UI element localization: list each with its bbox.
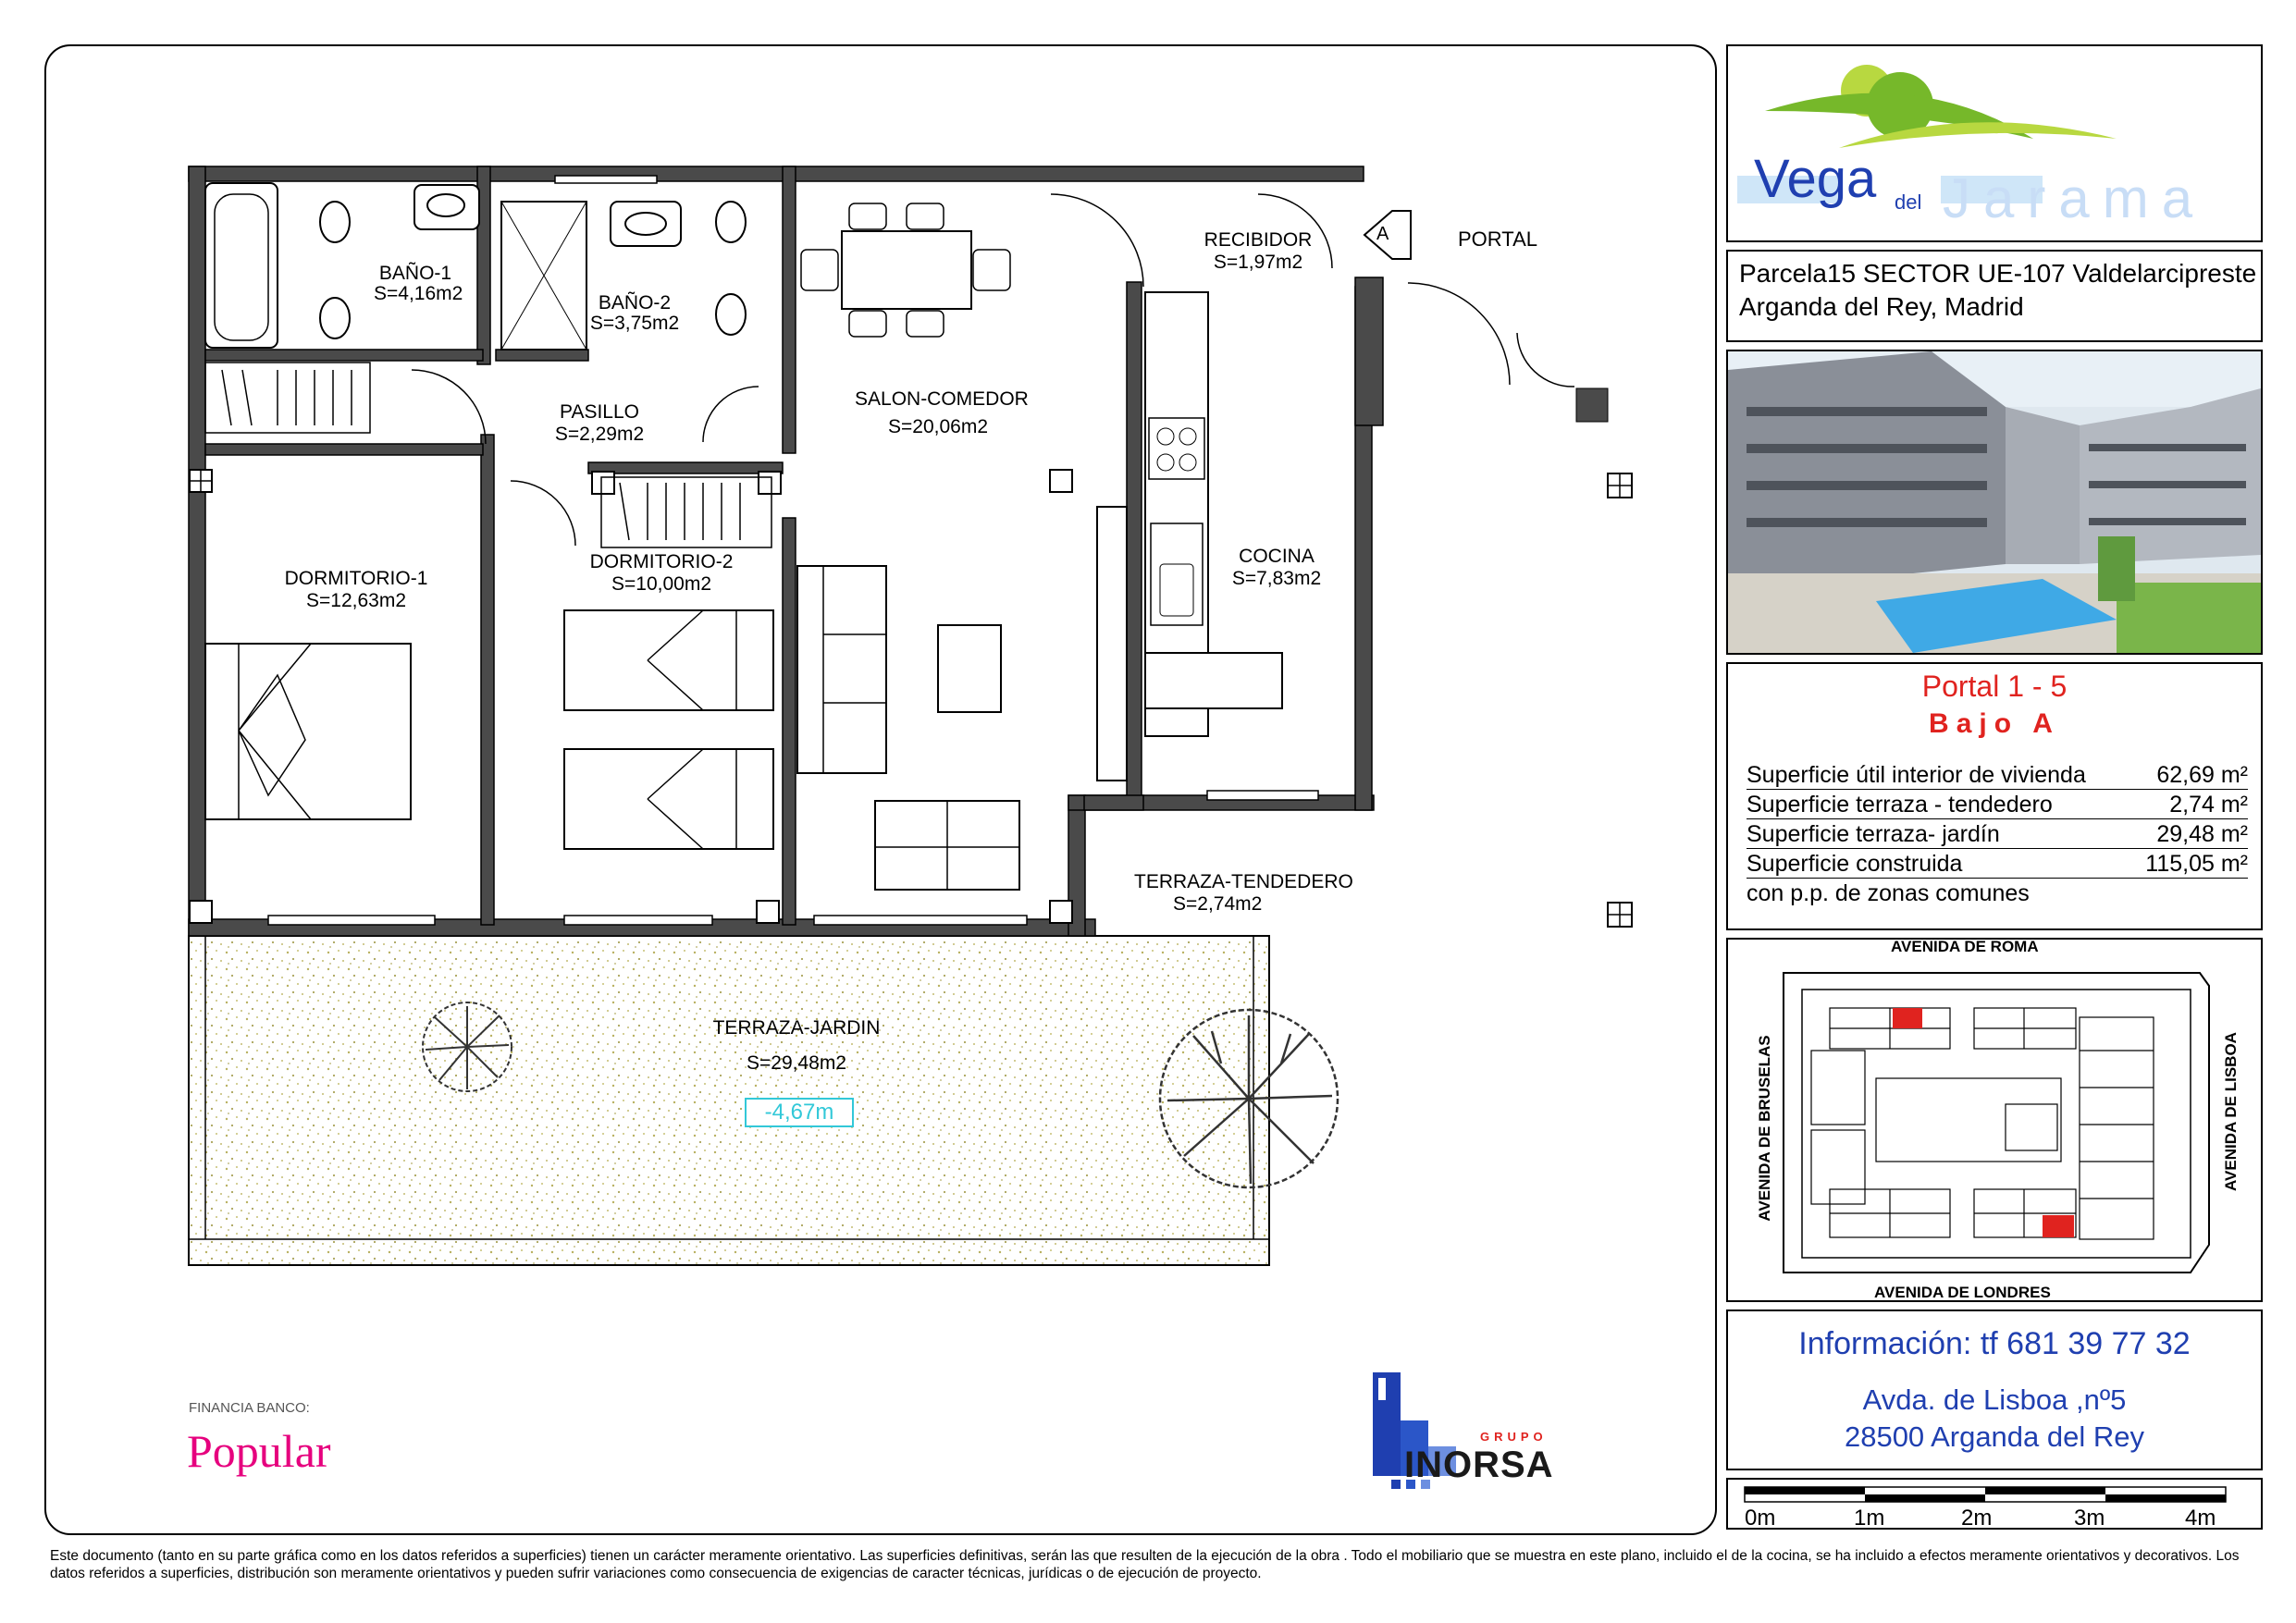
room-dormitorio2 — [583, 551, 740, 596]
room-area: S=4,16m2 — [374, 283, 463, 304]
surface-row — [1747, 851, 2248, 879]
unit-floor: Bajo A — [1929, 708, 2060, 739]
scale-label: 1m — [1854, 1506, 1885, 1531]
garden-area — [189, 936, 1269, 1265]
developer-group: GRUPO — [1480, 1430, 1548, 1444]
brand-part3: Jarama — [1943, 167, 2206, 229]
surface-note — [1747, 880, 2248, 907]
portal-label: PORTAL — [1458, 227, 1537, 251]
room-name: TERRAZA-TENDEDERO — [1134, 871, 1353, 892]
room-area: S=20,06m2 — [888, 416, 988, 437]
room-name: COCINA — [1239, 546, 1315, 567]
room-pasillo — [544, 401, 655, 446]
unit-portal: Portal 1 - 5 — [1921, 670, 2068, 703]
level-tag: -4,67m — [764, 1100, 834, 1125]
building-photo-render — [1728, 351, 2261, 653]
room-name: DORMITORIO-1 — [284, 568, 428, 589]
room-area: S=12,63m2 — [306, 590, 406, 611]
unit-highlight-bottom — [2043, 1215, 2074, 1237]
room-terraza-tendedero — [1134, 871, 1353, 916]
room-area: S=2,29m2 — [554, 424, 645, 445]
room-area: S=7,83m2 — [1231, 568, 1322, 589]
building-photo — [1726, 350, 2263, 655]
room-name: DORMITORIO-2 — [589, 551, 734, 572]
surface-value: 62,69 m² — [2156, 762, 2248, 788]
map-street-north: AVENIDA DE ROMA — [1891, 938, 2039, 955]
surface-row — [1747, 792, 2248, 819]
room-bano2 — [588, 292, 681, 335]
room-cocina — [1221, 546, 1332, 590]
contact-street: Avda. de Lisboa ,nº5 — [1862, 1383, 2127, 1416]
site-map — [1728, 940, 2261, 1300]
room-name: BAÑO-2 — [598, 292, 672, 314]
room-area: S=2,74m2 — [1173, 893, 1263, 915]
room-area: S=1,97m2 — [1213, 252, 1303, 273]
surface-note-text: con p.p. de zonas comunes — [1747, 880, 2030, 906]
address-line2: Arganda del Rey, Madrid — [1739, 292, 2024, 321]
room-dormitorio1 — [278, 568, 435, 612]
surface-label: Superficie terraza - tendedero — [1747, 792, 2053, 818]
map-street-south: AVENIDA DE LONDRES — [1874, 1284, 2051, 1301]
scale-label: 4m — [2185, 1506, 2216, 1531]
scale-label: 3m — [2074, 1506, 2105, 1531]
surface-label: Superficie terraza- jardín — [1747, 821, 2000, 847]
surface-value: 2,74 m² — [2169, 792, 2248, 818]
room-recibidor — [1203, 229, 1314, 274]
room-terraza-jardin — [699, 1017, 894, 1075]
brand-part1: Vega — [1754, 149, 1877, 209]
address-line1: Parcela15 SECTOR UE-107 Valdelarcipreste — [1739, 259, 2257, 288]
unit-highlight-top — [1893, 1008, 1922, 1028]
contact-city: 28500 Arganda del Rey — [1844, 1420, 2145, 1453]
map-street-west: AVENIDA DE BRUSELAS — [1756, 1035, 1773, 1222]
room-bano1 — [374, 263, 463, 305]
map-street-east: AVENIDA DE LISBOA — [2222, 1032, 2240, 1191]
room-name: PASILLO — [560, 401, 639, 423]
bank-caption: FINANCIA BANCO: — [189, 1400, 310, 1416]
surface-value: 115,05 m² — [2145, 851, 2248, 877]
bank-logo: Popular — [187, 1425, 331, 1477]
developer-name: INORSA — [1404, 1445, 1554, 1485]
surface-value: 29,48 m² — [2156, 821, 2248, 847]
room-area: S=29,48m2 — [747, 1052, 846, 1074]
surface-label: Superficie construida — [1747, 851, 1963, 877]
legal-disclaimer: Este documento (tanto en su parte gráfica como en los datos referidos a superficies) tienen un carácter meramente orientativo. Las superficies definitivas, serán las que resulten de la ejecución de la obra . Todo el mobiliario que se muestra en este plano, incluido el de la cocina, se ha incluido a efectos meramente orientativos y decorativos. Los datos referidos a superficies, distribución son meramente orientativos y pueden sufrir variaciones como consecuencia de exigencias de caracter técnicas, jurídicas o de ejecución de proyecto. — [50, 1548, 2240, 1581]
surface-row — [1747, 762, 2248, 790]
room-area: S=10,00m2 — [611, 573, 711, 595]
room-area: S=3,75m2 — [589, 313, 680, 334]
room-name: RECIBIDOR — [1204, 229, 1313, 251]
brand-part2: del — [1895, 191, 1922, 214]
room-salon — [855, 388, 1029, 438]
contact-phone: Información: tf 681 39 77 32 — [1798, 1326, 2191, 1361]
room-name: BAÑO-1 — [378, 263, 452, 284]
room-name: TERRAZA-JARDIN — [712, 1017, 881, 1039]
surface-label: Superficie útil interior de vivienda — [1747, 762, 2086, 788]
entry-marker: A — [1376, 224, 1389, 244]
surface-row — [1747, 821, 2248, 849]
scale-label: 0m — [1745, 1506, 1776, 1531]
scale-label: 2m — [1961, 1506, 1993, 1531]
scale-bar — [1737, 1482, 2255, 1506]
room-name: SALON-COMEDOR — [855, 388, 1029, 410]
